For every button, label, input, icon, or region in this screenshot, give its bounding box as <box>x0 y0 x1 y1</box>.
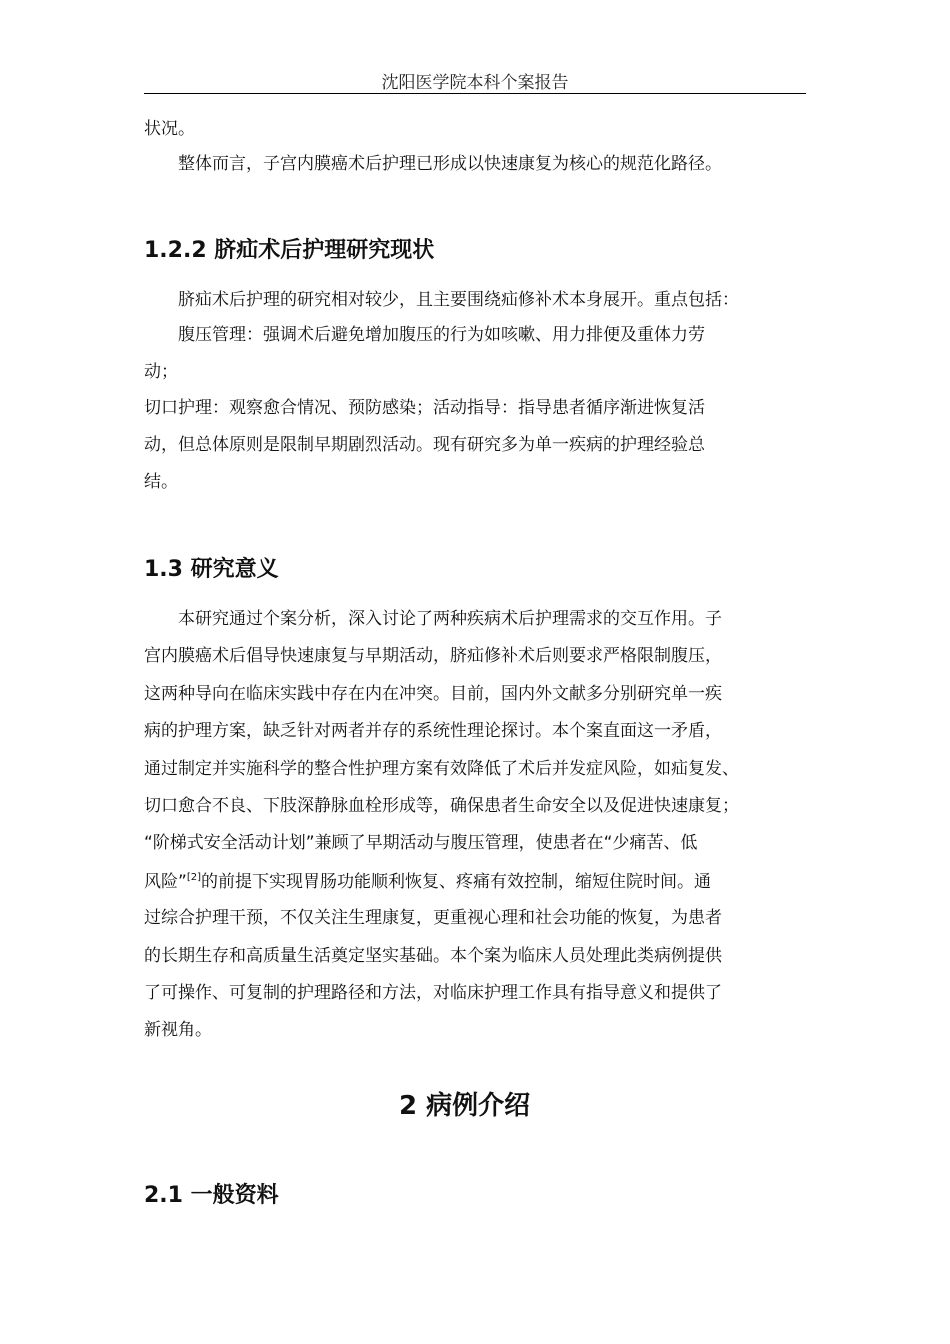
section-heading-1-3: 1.3 研究意义 <box>144 557 279 582</box>
paragraph-line: 新视角。 <box>144 1020 212 1040</box>
paragraph-line: 状况。 <box>144 119 195 139</box>
paragraph-text: 的前提下实现胃肠功能顺利恢复、疼痛有效控制，缩短住院时间。通 <box>200 872 711 892</box>
paragraph-line: 腹压管理：强调术后避免增加腹压的行为如咳嗽、用力排便及重体力劳 <box>178 325 705 345</box>
section-heading-1-2-2: 1.2.2 脐疝术后护理研究现状 <box>144 238 435 263</box>
paragraph-line: “阶梯式安全活动计划”兼顾了早期活动与腹压管理，使患者在“少痛苦、低 <box>144 833 698 853</box>
paragraph-line: 的长期生存和高质量生活奠定坚实基础。本个案为临床人员处理此类病例提供 <box>144 946 722 966</box>
paragraph-line: 了可操作、可复制的护理路径和方法，对临床护理工作具有指导意义和提供了 <box>144 983 722 1003</box>
chapter-heading-2: 2 病例介绍 <box>399 1091 531 1121</box>
paragraph-line: 这两种导向在临床实践中存在内在冲突。目前，国内外文献多分别研究单一疾 <box>144 684 722 704</box>
paragraph-line: 动； <box>144 362 178 382</box>
paragraph-line: 本研究通过个案分析，深入讨论了两种疾病术后护理需求的交互作用。子 <box>178 609 722 629</box>
paragraph-line: 动，但总体原则是限制早期剧烈活动。现有研究多为单一疾病的护理经验总 <box>144 435 705 455</box>
header-rule <box>144 93 806 94</box>
paragraph-text: 风险” <box>144 872 187 892</box>
section-heading-2-1: 2.1 一般资料 <box>144 1183 279 1208</box>
paragraph-line: 切口护理：观察愈合情况、预防感染；活动指导：指导患者循序渐进恢复活 <box>144 398 705 418</box>
paragraph-line: 通过制定并实施科学的整合性护理方案有效降低了术后并发症风险，如疝复发、 <box>144 759 739 779</box>
paragraph-line: 过综合护理干预，不仅关注生理康复，更重视心理和社会功能的恢复，为患者 <box>144 908 722 928</box>
page-header: 沈阳医学院本科个案报告 <box>381 73 569 93</box>
paragraph-line: 脐疝术后护理的研究相对较少，且主要围绕疝修补术本身展开。重点包括： <box>178 290 739 310</box>
paragraph-line: 宫内膜癌术后倡导快速康复与早期活动，脐疝修补术后则要求严格限制腹压， <box>144 646 722 666</box>
paragraph-line: 病的护理方案，缺乏针对两者并存的系统性理论探讨。本个案直面这一矛盾， <box>144 721 722 741</box>
paragraph-line <box>144 873 711 891</box>
paragraph-line: 结。 <box>144 472 178 492</box>
paragraph-line: 切口愈合不良、下肢深静脉血栓形成等，确保患者生命安全以及促进快速康复； <box>144 796 739 816</box>
citation-link[interactable]: [2] <box>186 872 201 883</box>
paragraph-line: 整体而言，子宫内膜癌术后护理已形成以快速康复为核心的规范化路径。 <box>178 154 722 174</box>
